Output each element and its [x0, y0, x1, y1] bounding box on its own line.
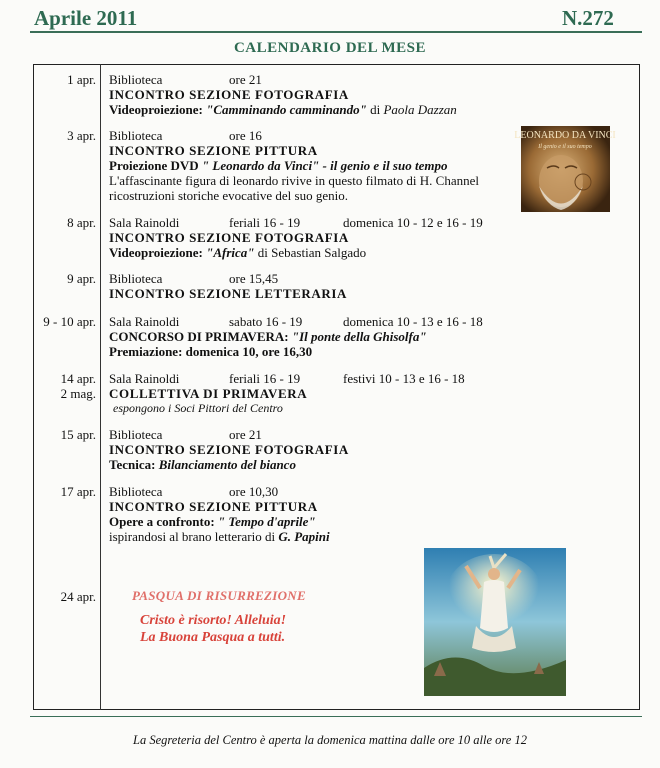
easter-message-line1: Cristo è risorto! Alleluia! [140, 613, 287, 628]
entry-date: 14 apr. [60, 371, 96, 386]
page-header [0, 0, 660, 40]
entry-location: Biblioteca [109, 128, 163, 143]
entry-subtitle: Premiazione: domenica 10, ore 16,30 [109, 344, 313, 359]
entry-subtitle-work: "Camminando camminando" [206, 102, 367, 117]
entry-title: INCONTRO SEZIONE LETTERARIA [109, 286, 347, 301]
leonardo-caption: LEONARDO DA VINCI [514, 130, 616, 141]
entry-subtitle-di: di [366, 102, 384, 117]
entry-time: ore 21 [229, 427, 262, 442]
entry-location: Sala Rainoldi [109, 371, 180, 386]
entry-title: INCONTRO SEZIONE FOTOGRAFIA [109, 230, 349, 245]
entry-date: 1 apr. [67, 72, 96, 87]
entry-title-work: "Il ponte della Ghisolfa" [291, 329, 427, 344]
entry-date: 3 apr. [67, 128, 96, 143]
entry-time: ore 21 [229, 72, 262, 87]
easter-heading: PASQUA DI RISURREZIONE [132, 588, 306, 603]
entry-location: Biblioteca [109, 271, 163, 286]
entry-date: 8 apr. [67, 215, 96, 230]
entry-date: 9 apr. [67, 271, 96, 286]
office-hours-note: La Segreteria del Centro è aperta la domenica mattina dalle ore 10 alle ore 12 [133, 733, 527, 747]
entry-title: INCONTRO SEZIONE PITTURA [109, 499, 318, 514]
issue-number: N.272 [562, 6, 614, 30]
entry-location: Sala Rainoldi [109, 314, 180, 329]
entry-subtitle-work: "Africa" [206, 245, 255, 260]
entry-location: Sala Rainoldi [109, 215, 180, 230]
entry-time: feriali 16 - 19 [229, 371, 301, 386]
entry-subtitle-author: Paola Dazzan [383, 102, 457, 117]
calendar-title: CALENDARIO DEL MESE [233, 40, 427, 56]
entry-location: Biblioteca [109, 427, 163, 442]
issue-month: Aprile 2011 [34, 6, 138, 30]
entry-subtitle-work: Bilanciamento del bianco [158, 457, 296, 472]
entry-date: 15 apr. [60, 427, 96, 442]
entry-date-end: 2 mag. [60, 386, 96, 401]
entry-time-secondary: domenica 10 - 12 e 16 - 19 [343, 215, 483, 230]
footer-rule [30, 716, 642, 717]
entry-time: ore 10,30 [229, 484, 279, 499]
entry-subtitle-label: Videoproiezione: [109, 102, 207, 117]
entry-title: INCONTRO SEZIONE PITTURA [109, 143, 318, 158]
resurrection-image [424, 548, 566, 696]
leonardo-dvd-image [514, 126, 616, 212]
entry-subtitle-author: Sebastian Salgado [271, 245, 367, 260]
entry-date: 17 apr. [60, 484, 96, 499]
entry-subtitle-di: di [254, 245, 272, 260]
entry-subtitle-label: Proiezione DVD [109, 158, 202, 173]
entry-date: 9 - 10 apr. [43, 314, 96, 329]
entry-time: ore 15,45 [229, 271, 279, 286]
entry-subtitle-work: " Leonardo da Vinci" - il genio e il suo tempo [201, 158, 448, 173]
entry-description: L'affascinante figura di leonardo rivive in questo filmato di H. Channel ricostruzioni storiche evocative del suo genio. [109, 173, 479, 203]
entry-time: feriali 16 - 19 [229, 215, 301, 230]
entry-title: CONCORSO DI PRIMAVERA: [109, 329, 292, 344]
entry-subtitle-label: Opere a confronto: [109, 514, 218, 529]
entry-time-secondary: domenica 10 - 13 e 16 - 18 [343, 314, 483, 329]
entry-note: ispirandosi al brano letterario di [109, 529, 279, 544]
entry-location: Biblioteca [109, 484, 163, 499]
entry-time: sabato 16 - 19 [229, 314, 303, 329]
date-divider [100, 64, 101, 710]
entry-title: COLLETTIVA DI PRIMAVERA [109, 386, 308, 401]
easter-message-line2: La Buona Pasqua a tutti. [140, 630, 286, 645]
entry-time-secondary: festivi 10 - 13 e 16 - 18 [343, 371, 465, 386]
entry-title: INCONTRO SEZIONE FOTOGRAFIA [109, 87, 349, 102]
entry-subtitle: espongono i Soci Pittori del Centro [113, 401, 283, 415]
entry-note-author: G. Papini [278, 529, 330, 544]
entry-subtitle-label: Videoproiezione: [109, 245, 207, 260]
entry-location: Biblioteca [109, 72, 163, 87]
header-rule [30, 31, 642, 33]
leonardo-subcaption: Il genio e il suo tempo [538, 144, 592, 150]
entry-title: INCONTRO SEZIONE FOTOGRAFIA [109, 442, 349, 457]
entry-subtitle-work: " Tempo d'aprile" [217, 514, 316, 529]
entry-time: ore 16 [229, 128, 262, 143]
entry-subtitle-label: Tecnica: [109, 457, 159, 472]
entry-date: 24 apr. [60, 589, 96, 604]
